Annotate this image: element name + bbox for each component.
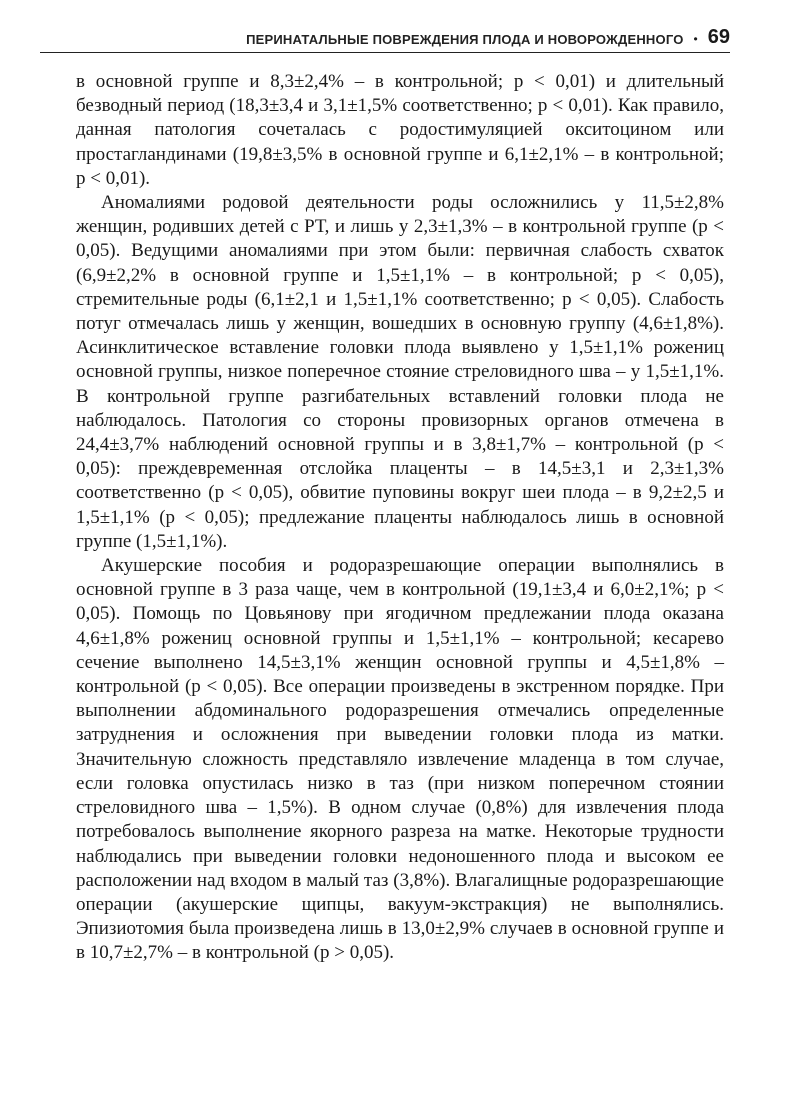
paragraph-2: Аномалиями родовой деятельности роды осложнились у 11,5±2,8% женщин, родивших детей с РТ, и лишь у 2,3±1,3% – в контрольной группе (p < 0,05). Ведущими аномалиями при этом были: первичная слабость схваток (6,9±2,2% в основной группе и 1,5±1,1% – в контрольной; p < 0,05), стремительные роды (6,1±2,1 и 1,5±1,1% соответственно; p < 0,05). Слабость потуг отмечалась лишь у женщин, вошедших в основную группу (4,6±1,8%). Асинклитическое вставление головки плода выявлено у 1,5±1,1% рожениц основной группы, низкое поперечное стояние стреловидного шва – у 1,5±1,1%. В контрольной группе разгибательных вставлений головки плода не наблюдалось. Патология со стороны провизорных органов отмечена в 24,4±3,7% наблюдений основной группы и в 3,8±1,7% – контрольной (p < 0,05): преждевременная отслойка плаценты – в 14,5±3,1 и 2,3±1,3% соответственно (p < 0,05), обвитие пуповины вокруг шеи плода – в 9,2±2,5 и 1,5±1,1% (p < 0,05); предлежание плаценты наблюдалось лишь в основной группе (1,5±1,1%). [76, 192, 724, 552]
running-header [40, 22, 730, 53]
body-text [76, 70, 724, 966]
paragraph-3: Акушерские пособия и родоразрешающие операции выполнялись в основной группе в 3 раза чаще, чем в контрольной (19,1±3,4 и 6,0±2,1%; p < 0,05). Помощь по Цовьянову при ягодичном предлежании плода оказана 4,6±1,8% рожениц основной группы и 1,5±1,1% – контрольной; кесарево сечение выполнено 14,5±3,1% женщин основной группы и 4,5±1,8% – контрольной (p < 0,05). Все операции произведены в экстренном порядке. При выполнении абдоминального родоразрешения отмечались определенные затруднения и осложнения при выведении головки плода из матки. Значительную сложность представляло извлечение младенца в том случае, если головка опустилась низко в таз (при низком поперечном стоянии стреловидного шва – 1,5%). В одном случае (0,8%) для извлечения плода потребовалось выполнение якорного разреза на матке. Некоторые трудности наблюдались при выведении головки недоношенного плода и высоком ее расположении над входом в малый таз (3,8%). Влагалищные родоразрешающие операции (акушерские щипцы, вакуум-экстракция) не выполнялись. Эпизиотомия была произведена лишь в 13,0±2,9% случаев в основной группе и в 10,7±2,7% – в контрольной (p > 0,05). [76, 555, 724, 964]
running-title: ПЕРИНАТАЛЬНЫЕ ПОВРЕЖДЕНИЯ ПЛОДА И НОВОРОЖДЕННОГО [246, 32, 684, 47]
header-bullet: • [693, 32, 698, 46]
page-number: 69 [707, 26, 730, 48]
paragraph-1: в основной группе и 8,3±2,4% – в контрольной; p < 0,01) и длительный безводный период (18,3±3,4 и 3,1±1,5% соответственно; p < 0,01). Как правило, данная патология сочеталась с родостимуляцией окситоцином или простагландинами (19,8±3,5% в основной группе и 6,1±2,1% – в контрольной; p < 0,01). [76, 71, 724, 189]
